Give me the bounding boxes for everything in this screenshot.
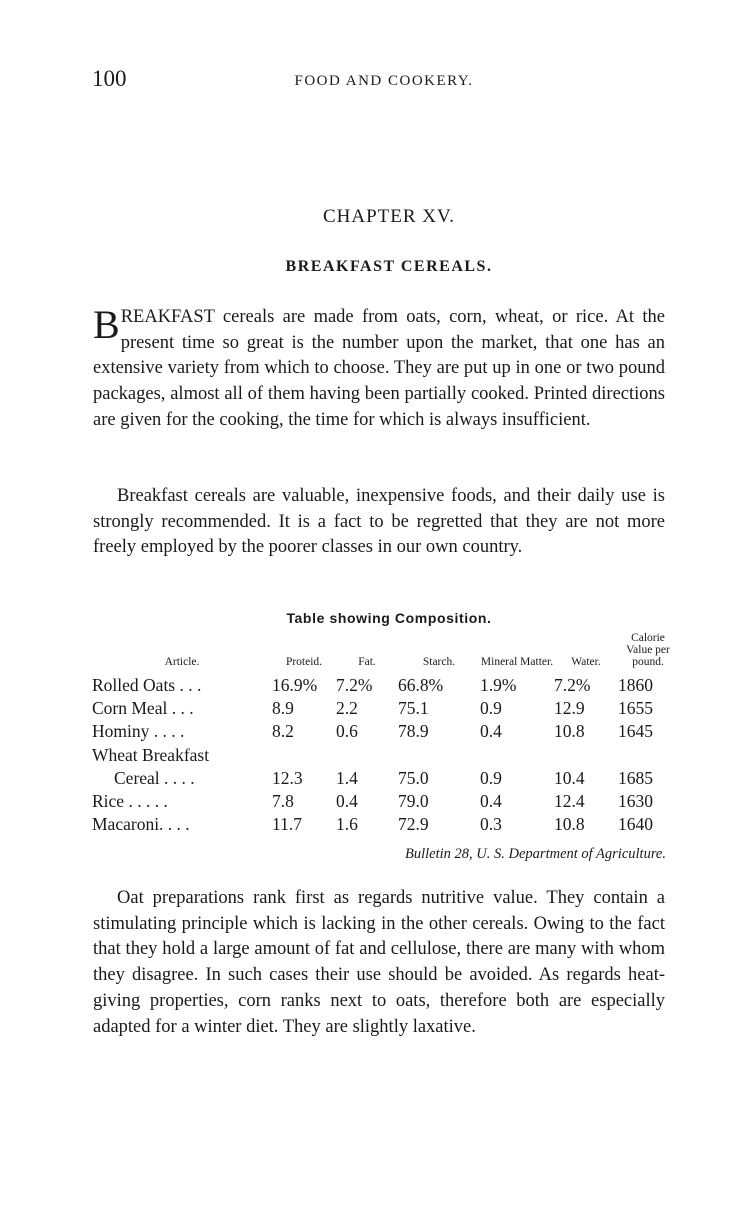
cell-water: 10.8 (554, 721, 585, 742)
header-mineral-matter: Mineral Matter. (480, 656, 554, 668)
cell-calorie: 1630 (618, 791, 653, 812)
cell-proteid: 8.2 (272, 721, 294, 742)
cell-fat: 7.2% (336, 675, 373, 695)
paragraph-oats: Oat preparations rank first as regards nutritive value. They contain a stimulating principle which is lacking in the other cereals. Owing to the fact that they hold a large amount of fat and cellulose, there are many with whom they disagree. In such cases their use should be avoided. As regards heat-giving properties, corn ranks next to oats, therefore both are especially adapted for a winter diet. They are slightly laxative. (93, 888, 665, 1037)
cell-starch: 78.9 (398, 721, 429, 742)
cell-starch: 66.8% (398, 675, 444, 695)
cell-starch: 72.9 (398, 814, 429, 835)
cell-fat: 0.6 (336, 721, 358, 742)
paragraph-intro-text: REAKFAST cereals are made from oats, corn, wheat, or rice. At the present time so great is the number upon the market, that one has an extensive variety from which to choose. They are put up in one or two pound packages, almost all of them having been partially cooked. Printed directions are given for the cooking, the time for which is always insufficient. (93, 307, 665, 430)
cell-mineral: 0.4 (480, 721, 502, 742)
cell-calorie: 1685 (618, 767, 653, 788)
cell-starch: 79.0 (398, 791, 429, 812)
cell-starch: 75.0 (398, 767, 429, 788)
running-head (92, 66, 666, 92)
running-title: FOOD AND COOKERY. (294, 73, 474, 89)
cell-starch: 75.1 (398, 698, 429, 719)
header-article: Article. (164, 656, 200, 668)
cell-mineral: 1.9% (480, 675, 517, 695)
cell-proteid: 16.9% (272, 675, 318, 695)
table-row (92, 790, 678, 813)
header-water: Water. (571, 656, 601, 668)
cell-mineral: 0.9 (480, 767, 502, 788)
cell-calorie: 1640 (618, 814, 653, 835)
chapter-title: CHAPTER XV. (322, 206, 456, 227)
cell-water: 12.4 (554, 791, 585, 812)
cell-fat: 1.4 (336, 767, 358, 788)
table-header-row (92, 632, 678, 674)
cell-proteid: 8.9 (272, 698, 294, 719)
cell-proteid: 7.8 (272, 791, 294, 812)
composition-table (92, 632, 678, 836)
page-number: 100 (92, 66, 127, 91)
cell-article: Corn Meal . . . (92, 698, 194, 719)
cell-article: Rolled Oats . . . (92, 675, 202, 695)
cell-mineral: 0.3 (480, 814, 502, 835)
cell-water: 7.2% (554, 675, 591, 695)
cell-calorie: 1645 (618, 721, 653, 742)
paragraph-value: Breakfast cereals are valuable, inexpensive foods, and their daily use is strongly recommended. It is a fact to be regretted that they are not more freely employed by the poorer classes in our own country. (93, 486, 665, 558)
cell-article: Hominy . . . . (92, 721, 185, 742)
cell-proteid: 11.7 (272, 814, 302, 835)
cell-calorie: 1655 (618, 698, 653, 719)
table-source-citation: Bulletin 28, U. S. Department of Agriculture. (405, 846, 666, 862)
table-row (92, 674, 678, 697)
paragraph-intro (93, 302, 665, 434)
table-row (92, 767, 678, 790)
cell-mineral: 0.4 (480, 791, 502, 812)
cell-fat: 2.2 (336, 698, 358, 719)
cell-fat: 0.4 (336, 791, 358, 812)
drop-cap: B (93, 302, 120, 347)
cell-article: Macaroni. . . . (92, 814, 190, 835)
header-fat: Fat. (358, 656, 376, 668)
cell-water: 12.9 (554, 698, 585, 719)
cell-water: 10.4 (554, 767, 585, 788)
cell-mineral: 0.9 (480, 698, 502, 719)
cell-proteid: 12.3 (272, 767, 303, 788)
table-row (92, 744, 678, 767)
table-row (92, 720, 678, 743)
cell-article: Wheat Breakfast (92, 744, 210, 765)
table-row (92, 697, 678, 720)
table-caption: Table showing Composition. (286, 610, 492, 626)
cell-fat: 1.6 (336, 814, 358, 835)
cell-calorie: 1860 (618, 675, 653, 695)
table-row (92, 813, 678, 836)
header-proteid: Proteid. (285, 656, 323, 668)
section-title: BREAKFAST CEREALS. (285, 258, 493, 275)
cell-water: 10.8 (554, 814, 585, 835)
cell-article: Rice . . . . . (92, 791, 168, 812)
cell-article: Cereal . . . . (114, 767, 195, 788)
header-calorie-value: Calorie Value per pound. (626, 632, 670, 668)
header-starch: Starch. (422, 656, 456, 668)
